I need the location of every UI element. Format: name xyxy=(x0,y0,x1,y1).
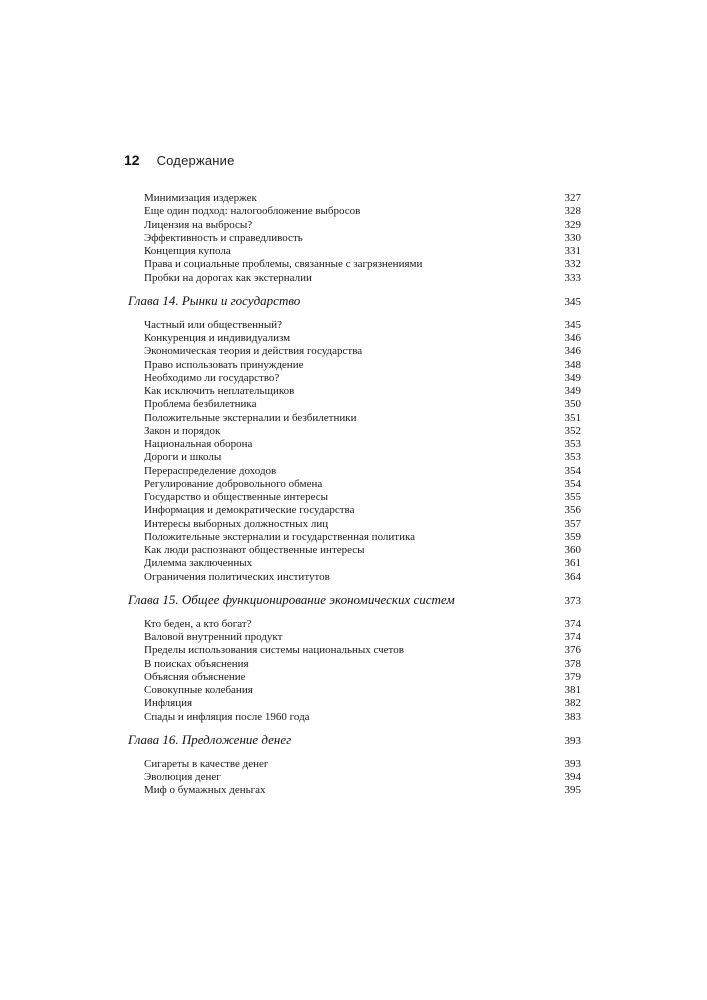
toc-entry xyxy=(128,711,581,724)
toc-entry-title: Национальная оборона xyxy=(144,438,253,450)
toc-entry xyxy=(128,571,581,584)
toc-entry-title: Концепция купола xyxy=(144,245,231,257)
toc-entry xyxy=(128,631,581,644)
toc-entry xyxy=(128,518,581,531)
toc-entry xyxy=(128,319,581,332)
toc-entry xyxy=(128,359,581,372)
toc-entry-title: Миф о бумажных деньгах xyxy=(144,784,266,797)
toc-entry-title: Спады и инфляция после 1960 года xyxy=(144,710,310,723)
toc-entry-title: Государство и общественные интересы xyxy=(144,491,328,503)
toc-entry-page: 330 xyxy=(564,231,581,244)
toc-entry-title: Конкуренция и индивидуализм xyxy=(144,332,291,344)
toc-entry-title: Проблема безбилетника xyxy=(144,398,257,411)
toc-entry-title: Как люди распознают общественные интересы xyxy=(144,544,365,556)
chapter-heading-title: Глава 15. Общее функционирование экономических систем xyxy=(128,591,455,607)
chapter-heading-page: 373 xyxy=(564,594,581,607)
toc-entry xyxy=(128,684,581,697)
table-of-contents xyxy=(128,192,581,798)
toc-entry-title: Еще один подход: налогообложение выбросов xyxy=(144,205,361,218)
toc-entry xyxy=(128,478,581,491)
toc-entry xyxy=(128,425,581,438)
toc-entry xyxy=(128,192,581,205)
toc-entry xyxy=(128,245,581,258)
toc-entry xyxy=(128,232,581,245)
toc-entry-title: Информация и демократические государства xyxy=(144,504,355,517)
toc-entry xyxy=(128,372,581,385)
toc-entry xyxy=(128,491,581,504)
toc-entry-title: Эффективность и справедливость xyxy=(144,231,303,244)
toc-entry-page: 346 xyxy=(564,332,581,344)
toc-entry-title: Минимизация издержек xyxy=(144,192,257,204)
running-title: Содержание xyxy=(156,153,235,168)
toc-entry-page: 379 xyxy=(564,670,581,683)
toc-entry-page: 329 xyxy=(564,218,581,231)
toc-entry-page: 331 xyxy=(564,245,581,257)
toc-entry-title: Совокупные колебания xyxy=(144,684,253,696)
toc-entry xyxy=(128,544,581,557)
toc-entry-page: 374 xyxy=(564,617,581,630)
chapter-heading-page: 345 xyxy=(564,295,581,308)
toc-entry-page: 352 xyxy=(564,424,581,437)
toc-entry-title: Пробки на дорогах как экстерналии xyxy=(144,271,312,284)
toc-entry xyxy=(128,697,581,710)
toc-entry-page: 328 xyxy=(564,205,581,218)
toc-entry-page: 364 xyxy=(564,570,581,583)
toc-entry xyxy=(128,531,581,544)
toc-entry xyxy=(128,784,581,797)
toc-entry-title: Интересы выборных должностных лиц xyxy=(144,517,329,530)
toc-entry-title: Положительные экстерналии и безбилетники xyxy=(144,411,357,424)
toc-entry xyxy=(128,345,581,358)
toc-entry-page: 374 xyxy=(564,631,581,643)
chapter-heading-title: Глава 16. Предложение денег xyxy=(128,731,292,747)
toc-entry-page: 333 xyxy=(564,271,581,284)
toc-entry-page: 353 xyxy=(564,438,581,450)
toc-entry-title: Как исключить неплательщиков xyxy=(144,385,295,397)
toc-entry xyxy=(128,644,581,657)
toc-entry-title: Инфляция xyxy=(144,697,193,710)
toc-entry-title: В поисках объяснения xyxy=(144,657,249,670)
toc-entry-title: Необходимо ли государство? xyxy=(144,371,280,384)
toc-entry xyxy=(128,412,581,425)
toc-entry-page: 353 xyxy=(564,451,581,464)
toc-entry xyxy=(128,658,581,671)
toc-entry-title: Экономическая теория и действия государства xyxy=(144,345,363,358)
toc-entry-page: 350 xyxy=(564,398,581,411)
toc-entry xyxy=(128,332,581,345)
toc-entry-title: Лицензия на выбросы? xyxy=(144,218,253,231)
toc-entry xyxy=(128,771,581,784)
toc-entry xyxy=(128,398,581,411)
toc-entry-page: 345 xyxy=(564,318,581,331)
toc-entry-page: 393 xyxy=(564,757,581,770)
chapter-heading xyxy=(128,293,581,309)
toc-entry xyxy=(128,465,581,478)
toc-entry xyxy=(128,385,581,398)
toc-entry-title: Ограничения политических институтов xyxy=(144,570,330,583)
toc-entry-page: 346 xyxy=(564,345,581,358)
toc-entry-page: 361 xyxy=(564,557,581,570)
toc-entry xyxy=(128,758,581,771)
page-number: 12 xyxy=(124,152,140,168)
toc-entry-page: 332 xyxy=(564,258,581,271)
toc-entry xyxy=(128,438,581,451)
toc-entry-title: Права и социальные проблемы, связанные с загрязнениями xyxy=(144,258,423,271)
toc-entry-title: Дороги и школы xyxy=(144,451,222,464)
toc-entry xyxy=(128,618,581,631)
toc-entry-page: 376 xyxy=(564,644,581,657)
toc-entry-page: 378 xyxy=(564,657,581,670)
toc-entry-page: 354 xyxy=(564,464,581,477)
toc-entry-title: Пределы использования системы национальных счетов xyxy=(144,644,404,657)
toc-entry xyxy=(128,272,581,285)
toc-entry-title: Перераспределение доходов xyxy=(144,464,277,477)
toc-entry-title: Сигареты в качестве денег xyxy=(144,757,269,770)
toc-entry xyxy=(128,504,581,517)
toc-entry-page: 360 xyxy=(564,544,581,556)
toc-entry-title: Дилемма заключенных xyxy=(144,557,253,570)
toc-entry xyxy=(128,205,581,218)
toc-entry-page: 395 xyxy=(564,784,581,797)
toc-entry-page: 359 xyxy=(564,530,581,543)
toc-entry-title: Валовой внутренний продукт xyxy=(144,631,283,643)
toc-entry-title: Право использовать принуждение xyxy=(144,358,304,371)
toc-entry-page: 355 xyxy=(564,491,581,503)
toc-entry xyxy=(128,451,581,464)
toc-entry-page: 356 xyxy=(564,504,581,517)
page-header xyxy=(124,152,235,168)
toc-entry xyxy=(128,219,581,232)
toc-entry-page: 348 xyxy=(564,358,581,371)
toc-entry-title: Регулирование добровольного обмена xyxy=(144,477,323,490)
toc-entry xyxy=(128,671,581,684)
toc-entry-page: 327 xyxy=(564,192,581,204)
toc-entry-page: 357 xyxy=(564,517,581,530)
chapter-heading-title: Глава 14. Рынки и государство xyxy=(128,292,301,308)
toc-entry-title: Частный или общественный? xyxy=(144,318,283,331)
toc-entry-title: Закон и порядок xyxy=(144,424,221,437)
toc-entry xyxy=(128,258,581,271)
toc-entry-page: 381 xyxy=(564,684,581,696)
toc-entry-page: 394 xyxy=(564,771,581,783)
toc-entry-title: Положительные экстерналии и государственная политика xyxy=(144,530,416,543)
toc-entry-title: Объясняя объяснение xyxy=(144,670,246,683)
toc-entry-page: 382 xyxy=(564,697,581,710)
toc-entry xyxy=(128,557,581,570)
chapter-heading xyxy=(128,592,581,608)
toc-entry-page: 349 xyxy=(564,371,581,384)
toc-entry-title: Эволюция денег xyxy=(144,771,221,783)
toc-entry-page: 349 xyxy=(564,385,581,397)
toc-entry-page: 351 xyxy=(564,411,581,424)
chapter-heading-page: 393 xyxy=(564,734,581,747)
chapter-heading xyxy=(128,732,581,748)
toc-entry-page: 354 xyxy=(564,477,581,490)
toc-entry-title: Кто беден, а кто богат? xyxy=(144,617,252,630)
toc-entry-page: 383 xyxy=(564,710,581,723)
